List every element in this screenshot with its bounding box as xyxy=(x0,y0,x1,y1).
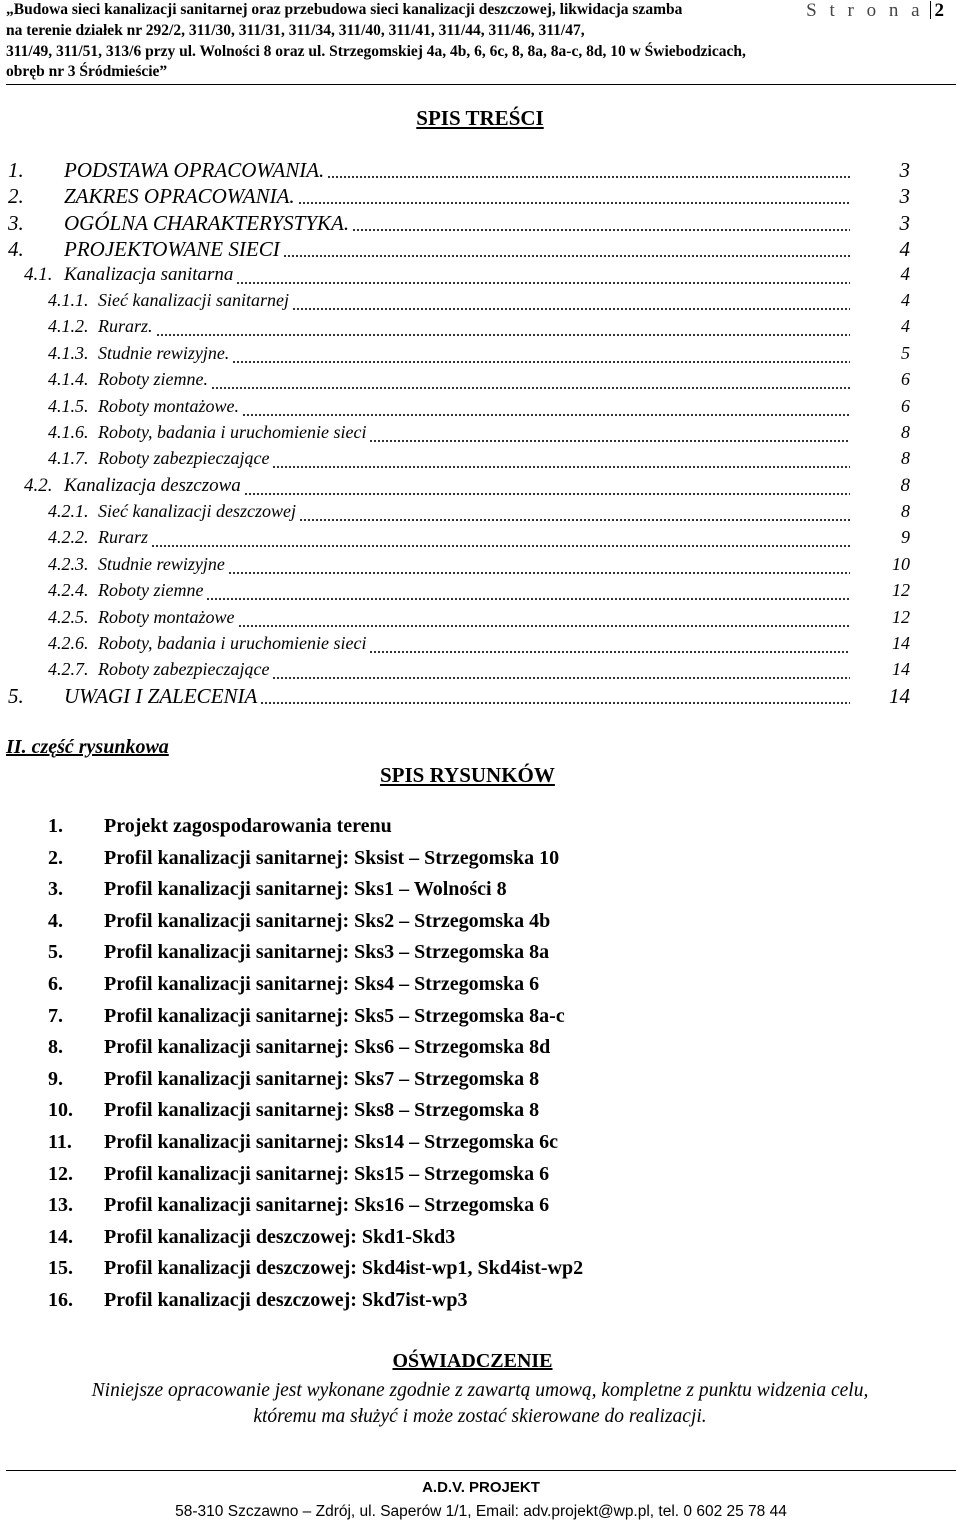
drawing-list-item xyxy=(0,1257,960,1285)
toc-entry-number: 2. xyxy=(8,184,24,208)
toc-entry-title: Roboty montażowe. xyxy=(98,396,239,416)
toc-dot-leader xyxy=(260,702,886,704)
toc-dot-leader xyxy=(151,545,897,547)
toc-dot-leader xyxy=(369,651,886,653)
drawing-number: 16. xyxy=(48,1289,73,1311)
toc-dot-leader xyxy=(298,202,897,204)
toc-entry[interactable] xyxy=(0,343,960,367)
page-separator xyxy=(930,1,931,19)
toc-entry-number: 4.1.1. xyxy=(48,290,89,310)
toc-entry-page: 3 xyxy=(850,158,910,183)
toc-entry-page: 12 xyxy=(850,580,910,601)
header-title-line-4: obręb nr 3 Śródmieście” xyxy=(6,63,168,80)
drawing-list-item xyxy=(0,1226,960,1254)
drawing-list-item xyxy=(0,878,960,906)
toc-entry[interactable] xyxy=(0,237,960,261)
footer-address: 58-310 Szczawno – Zdrój, ul. Saperów 1/1, Email: adv.projekt@wp.pl, tel. 0 602 25 78 44 xyxy=(175,1503,787,1520)
drawing-number: 8. xyxy=(48,1036,63,1059)
toc-dot-leader xyxy=(206,598,886,600)
toc-dot-leader xyxy=(352,229,897,231)
toc-dot-leader xyxy=(244,493,897,495)
toc-entry[interactable] xyxy=(0,554,960,578)
toc-entry-title: Roboty ziemne. xyxy=(98,369,208,389)
drawing-number: 10. xyxy=(48,1099,73,1122)
toc-dot-leader xyxy=(369,440,897,442)
page-number: 2 xyxy=(934,0,944,21)
page-header xyxy=(6,0,956,85)
toc-entry-number: 4.2.6. xyxy=(48,633,89,653)
toc-entry-title: Rurarz. xyxy=(98,316,153,336)
toc-entry-page: 8 xyxy=(850,422,910,443)
toc-entry-number: 1. xyxy=(8,158,24,182)
drawing-number: 11. xyxy=(48,1131,72,1153)
drawing-list-item xyxy=(0,1131,960,1159)
toc-entry-number: 4.1.2. xyxy=(48,316,89,336)
toc-entry[interactable] xyxy=(0,211,960,235)
footer-company: A.D.V. PROJEKT xyxy=(422,1479,540,1496)
toc-entry-number: 4.1.6. xyxy=(48,422,89,442)
header-title-line-2: na terenie działek nr 292/2, 311/30, 311/31, 311/34, 311/40, 311/41, 311/44, 311/46, 311/47, xyxy=(6,22,585,39)
drawing-number: 2. xyxy=(48,846,63,869)
toc-dot-leader xyxy=(299,519,897,521)
page-indicator xyxy=(806,0,944,22)
drawing-title: Profil kanalizacji sanitarnej: Sks1 – Wolności 8 xyxy=(104,878,507,901)
toc-entry-page: 4 xyxy=(850,316,910,337)
drawing-title: Profil kanalizacji sanitarnej: Sks3 – Strzegomska 8a xyxy=(104,941,550,964)
statement-line-1: Niniejsze opracowanie jest wykonane zgodnie z zawartą umową, kompletne z punktu widzenia celu, xyxy=(91,1380,869,1401)
toc-dot-leader xyxy=(272,466,897,468)
toc-entry-page: 8 xyxy=(850,475,910,497)
toc-entry[interactable] xyxy=(0,369,960,393)
toc-entry-page: 4 xyxy=(850,290,910,311)
part-two-heading: II. część rysunkowa xyxy=(6,736,169,758)
drawing-list-item xyxy=(0,1289,960,1317)
drawing-title: Profil kanalizacji sanitarnej: Sks15 – Strzegomska 6 xyxy=(104,1162,550,1185)
drawing-title: Profil kanalizacji sanitarnej: Sks16 – Strzegomska 6 xyxy=(104,1194,550,1217)
drawing-title: Profil kanalizacji sanitarnej: Sks8 – Strzegomska 8 xyxy=(104,1099,540,1122)
drawing-title: Profil kanalizacji sanitarnej: Sks7 – Strzegomska 8 xyxy=(104,1067,540,1090)
drawing-list-item xyxy=(0,1099,960,1127)
drawing-title: Profil kanalizacji sanitarnej: Sksist – Strzegomska 10 xyxy=(104,846,560,869)
toc-entry-page: 14 xyxy=(850,684,910,709)
toc-entry[interactable] xyxy=(0,633,960,657)
drawing-title: Projekt zagospodarowania terenu xyxy=(104,815,392,837)
toc-entry-page: 8 xyxy=(850,501,910,522)
toc-entry-title: OGÓLNA CHARAKTERYSTYKA. xyxy=(64,211,350,235)
toc-dot-leader xyxy=(272,677,886,679)
toc-entry-page: 12 xyxy=(850,607,910,628)
toc-entry-title: PROJEKTOWANE SIECI xyxy=(64,237,280,261)
toc-entry-page: 14 xyxy=(850,633,910,654)
toc-entry-number: 4.2. xyxy=(24,475,53,496)
toc-entry-title: Studnie rewizyjne xyxy=(98,554,225,574)
toc-entry[interactable] xyxy=(0,448,960,472)
toc-entry[interactable] xyxy=(0,475,960,499)
toc-entry-number: 4.2.1. xyxy=(48,501,89,521)
toc-dot-leader xyxy=(228,572,886,574)
drawing-title: Profil kanalizacji sanitarnej: Sks2 – Strzegomska 4b xyxy=(104,909,551,932)
toc-entry-page: 10 xyxy=(850,554,910,575)
toc-entry-title: Studnie rewizyjne. xyxy=(98,343,230,363)
drawing-list-item xyxy=(0,1005,960,1033)
drawing-number: 1. xyxy=(48,815,63,837)
toc-entry-number: 4.1.5. xyxy=(48,396,89,416)
toc-entry-number: 3. xyxy=(8,211,24,235)
toc-entry-page: 9 xyxy=(850,527,910,548)
toc-entry-page: 14 xyxy=(850,659,910,680)
toc-entry[interactable] xyxy=(0,158,960,182)
drawing-number: 7. xyxy=(48,1004,63,1027)
drawing-title: Profil kanalizacji sanitarnej: Sks4 – Strzegomska 6 xyxy=(104,973,540,995)
toc-entry-page: 3 xyxy=(850,211,910,236)
toc-entry-title: Roboty zabezpieczające xyxy=(98,448,270,468)
toc-entry-number: 4.1.4. xyxy=(48,369,89,389)
drawing-list-item xyxy=(0,815,960,843)
toc-entry-title: Kanalizacja sanitarna xyxy=(64,264,234,285)
drawing-number: 14. xyxy=(48,1225,73,1248)
drawing-number: 6. xyxy=(48,973,63,995)
toc-entry-title: Sieć kanalizacji deszczowej xyxy=(98,501,296,521)
toc-entry[interactable] xyxy=(0,422,960,446)
drawing-list-item xyxy=(0,1194,960,1222)
toc-dot-leader xyxy=(238,625,886,627)
drawing-number: 5. xyxy=(48,941,63,964)
toc-dot-leader xyxy=(236,282,897,284)
toc-dot-leader xyxy=(283,255,897,257)
toc-entry[interactable] xyxy=(0,316,960,340)
statement-title: OŚWIADCZENIE xyxy=(392,1350,553,1372)
toc-entry-number: 4.2.7. xyxy=(48,659,89,679)
drawing-title: Profil kanalizacji deszczowej: Skd7ist-wp3 xyxy=(104,1289,468,1311)
drawing-number: 9. xyxy=(48,1067,63,1090)
statement-line-2: któremu ma służyć i może zostać skierowane do realizacji. xyxy=(253,1406,707,1427)
toc-entry-title: Roboty ziemne xyxy=(98,580,204,600)
drawing-title: Profil kanalizacji sanitarnej: Sks5 – Strzegomska 8a-c xyxy=(104,1004,565,1027)
toc-entry-number: 5. xyxy=(8,684,24,708)
toc-entry-title: UWAGI I ZALECENIA xyxy=(64,684,258,708)
toc-dot-leader xyxy=(242,414,897,416)
drawing-title: Profil kanalizacji deszczowej: Skd4ist-wp1, Skd4ist-wp2 xyxy=(104,1257,584,1280)
drawing-list-item xyxy=(0,910,960,938)
toc-entry-title: Kanalizacja deszczowa xyxy=(64,475,241,496)
toc-entry-page: 3 xyxy=(850,184,910,209)
page-word: S t r o n a xyxy=(806,0,924,21)
header-title-line-3: 311/49, 311/51, 313/6 przy ul. Wolności 8 oraz ul. Strzegomskiej 4a, 4b, 6, 6c, 8, 8a, 8a-c, 8d, 10 w Świebodzicach, xyxy=(6,43,746,60)
toc-entry[interactable] xyxy=(0,527,960,551)
toc-entry-page: 6 xyxy=(850,396,910,417)
toc-entry[interactable] xyxy=(0,184,960,208)
drawing-title: Profil kanalizacji deszczowej: Skd1-Skd3 xyxy=(104,1225,456,1248)
toc-entry[interactable] xyxy=(0,607,960,631)
drawings-title: SPIS RYSUNKÓW xyxy=(380,763,555,787)
drawing-number: 3. xyxy=(48,878,63,901)
toc-entry-number: 4.1. xyxy=(24,264,53,285)
drawing-title: Profil kanalizacji sanitarnej: Sks6 – Strzegomska 8d xyxy=(104,1036,551,1059)
toc-dot-leader xyxy=(232,361,897,363)
toc-dot-leader xyxy=(292,308,897,310)
toc-entry-page: 8 xyxy=(850,448,910,469)
toc-entry-page: 6 xyxy=(850,369,910,390)
toc-entry-number: 4.1.7. xyxy=(48,448,89,468)
toc-entry-title: Sieć kanalizacji sanitarnej xyxy=(98,290,289,310)
drawing-number: 13. xyxy=(48,1194,73,1217)
toc-entry-page: 4 xyxy=(850,237,910,262)
toc-entry-number: 4.1.3. xyxy=(48,343,89,363)
toc-dot-leader xyxy=(156,334,897,336)
drawing-title: Profil kanalizacji sanitarnej: Sks14 – Strzegomska 6c xyxy=(104,1131,559,1153)
toc-entry[interactable] xyxy=(0,580,960,604)
drawing-list-item xyxy=(0,973,960,1001)
toc-entry-title: Roboty zabezpieczające xyxy=(98,659,270,679)
toc-entry-title: Roboty montażowe xyxy=(98,607,235,627)
toc-entry[interactable] xyxy=(0,396,960,420)
toc-entry-title: Roboty, badania i uruchomienie sieci xyxy=(98,422,367,442)
drawing-number: 12. xyxy=(48,1162,73,1185)
toc-dot-leader xyxy=(327,176,897,178)
drawing-list-item xyxy=(0,847,960,875)
drawing-number: 4. xyxy=(48,909,63,932)
toc-entry[interactable] xyxy=(0,659,960,683)
toc-entry-number: 4.2.3. xyxy=(48,554,89,574)
toc-entry-number: 4. xyxy=(8,237,24,261)
toc-entry-title: ZAKRES OPRACOWANIA. xyxy=(64,184,295,208)
drawing-number: 15. xyxy=(48,1257,73,1280)
drawing-list-item xyxy=(0,1068,960,1096)
toc-dot-leader xyxy=(211,387,897,389)
toc-entry-title: Roboty, badania i uruchomienie sieci xyxy=(98,633,367,653)
toc-entry-page: 5 xyxy=(850,343,910,364)
toc-entry-title: Rurarz xyxy=(98,527,149,547)
toc-entry[interactable] xyxy=(0,264,960,288)
toc-entry[interactable] xyxy=(0,290,960,314)
toc-entry[interactable] xyxy=(0,684,960,708)
header-title-line-1: „Budowa sieci kanalizacji sanitarnej oraz przebudowa sieci kanalizacji deszczowej, likwidacja szamba xyxy=(6,1,683,18)
page-footer xyxy=(6,1470,956,1520)
toc-entry[interactable] xyxy=(0,501,960,525)
toc-entry-number: 4.2.5. xyxy=(48,607,89,627)
toc-entry-page: 4 xyxy=(850,264,910,286)
drawing-list-item xyxy=(0,1036,960,1064)
drawing-list-item xyxy=(0,1163,960,1191)
toc-entry-number: 4.2.4. xyxy=(48,580,89,600)
toc-entry-title: PODSTAWA OPRACOWANIA. xyxy=(64,158,325,182)
toc-title: SPIS TREŚCI xyxy=(416,106,544,130)
drawing-list-item xyxy=(0,941,960,969)
toc-entry-number: 4.2.2. xyxy=(48,527,89,547)
